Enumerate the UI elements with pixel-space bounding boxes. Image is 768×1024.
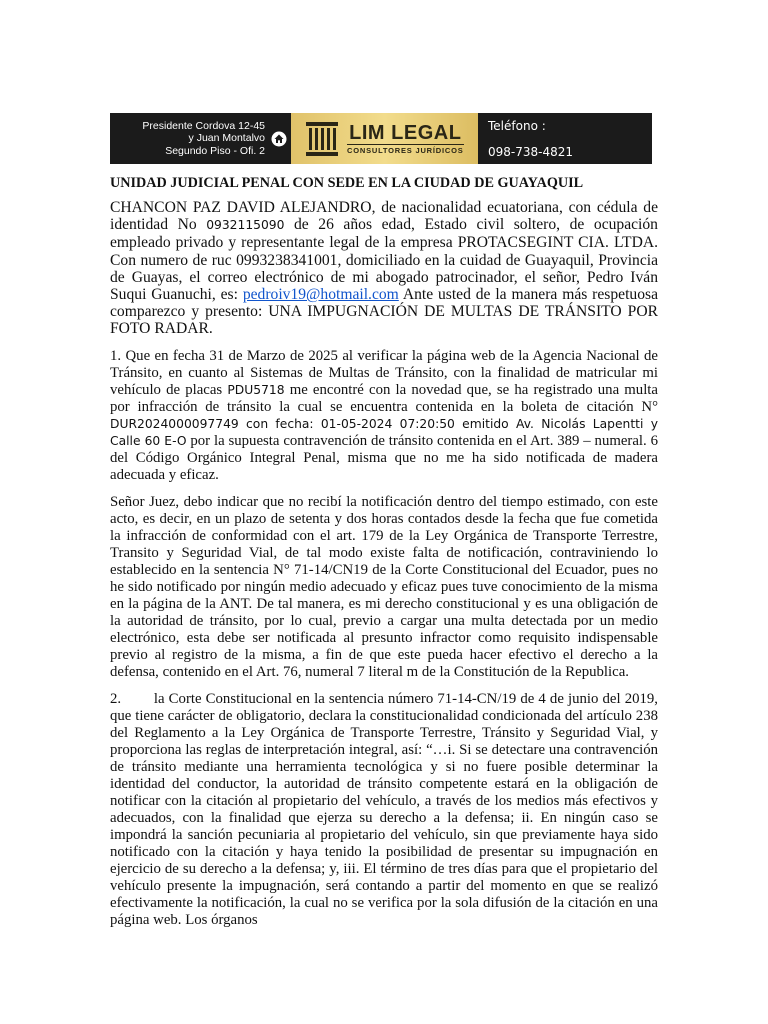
- address-line-2: y Juan Montalvo: [188, 132, 265, 145]
- brand: [347, 122, 464, 155]
- document-body: [110, 175, 662, 939]
- phone-label: Teléfono :: [488, 119, 546, 133]
- address-line-3: Segundo Piso - Ofi. 2: [165, 144, 265, 157]
- letterhead-brand-block: [291, 113, 478, 164]
- brand-name: LIM LEGAL: [349, 122, 462, 144]
- document-title: UNIDAD JUDICIAL PENAL CON SEDE EN LA CIUDAD DE GUAYAQUIL: [110, 175, 584, 191]
- columns-logo-icon: [305, 121, 339, 157]
- letterhead-phone-block: [478, 113, 652, 164]
- paragraph-2: 2. la Corte Constitucional en la sentencia número 71-14-CN/19 de 4 de junio del 2019, que tiene carácter de obligatorio, declara la constitucionalidad condicionada del artículo 238 del Reglamento a la Ley Orgánica de Transporte Terrestre, Tránsito y Seguridad Vial, y proporciona las reglas de interpretación integral, así: “…i. Si se detectare una contravención de tránsito mediante una herramienta tecnológica y si no fuere posible determinar la identidad del conductor, la autoridad de tránsito competente estará en la obligación de notificar con la citación al propietario del vehículo, a través de los medios más efectivos y adecuados, con la finalidad que ejerza su derecho a la defensa; ii. En ningún caso se impondrá la sanción pecuniaria al propietario del vehículo, sin que previamente haya sido notificado con la citación y haya tenido la posibilidad de presentar su impugnación en ejercicio de su derecho a la defensa; y, iii. El término de tres días para que el propietario del vehículo presente la impugnación, será contando a partir del momento en que se realizó efectivamente la notificación, la cual no se verifica por la sola difusión de la citación en una página web. Los órganos: [110, 690, 662, 928]
- phone-number: 098-738-4821: [488, 145, 574, 159]
- address-line-1: Presidente Cordova 12-45: [142, 119, 265, 132]
- email-link[interactable]: pedroiv19@hotmail.com: [242, 286, 399, 304]
- office-address: [142, 120, 265, 158]
- cedula-number: 0932115090: [206, 218, 285, 233]
- home-icon: [271, 131, 287, 147]
- citation-details: con fecha: 01-05-2024 07:20:50 emitido Av. Nicolás Lapentti y Calle 60 E-O: [110, 416, 658, 448]
- letterhead-address-block: [110, 113, 291, 164]
- paragraph-intro: CHANCON PAZ DAVID ALEJANDRO, de nacionalidad ecuatoriana, con cédula de identidad No 0932115090 de 26 años edad, Estado civil soltero, de ocupación empleado privado y representante legal de la empresa PROTACSEGINT CIA. LTDA. Con numero de ruc 0993238341001, domiciliado en la cuidad de Guayaquil, Provincia de Guayas, el correo electrónico de mi abogado patrocinador, el señor, Pedro Iván Suqui Guanuchi, es: pedroiv19@hotmail.com Ante usted de la manera más respetuosa comparezco y presento: UNA IMPUGNACIÓN DE MULTAS DE TRÁNSITO POR FOTO RADAR.: [110, 199, 658, 338]
- brand-tagline: CONSULTORES JURÍDICOS: [347, 146, 464, 155]
- vehicle-plate: PDU5718: [227, 382, 285, 397]
- paragraph-judge: Señor Juez, debo indicar que no recibí la notificación dentro del tiempo estimado, con este acto, es decir, en un plazo de setenta y dos horas contados desde la fecha que fue cometida la infracción de conformidad con el art. 179 de la Ley Orgánica de Transporte Terrestre, Transito y Seguridad Vial, de tal modo existe falta de notificación, contraviniendo lo establecido en la sentencia N° 71-14/CN19 de la Corte Constitucional del Ecuador, pues no he sido notificado por ningún medio adecuado y eficaz pues tuve conocimiento de la misma en la página de la ANT. De tal manera, es mi derecho constitucional y es una obligación de la autoridad de tránsito, por lo cual, previo a cargar una multa detectada por un medio electrónico, esta debe ser notificada al presunto infractor como requisito indispensable previo al registro de la misma, a fin de que este pueda hacer efectivo el derecho a la defensa, contenido en el Art. 76, numeral 7 literal m de la Constitución de la Republica.: [110, 493, 658, 680]
- citation-number: DUR2024000097749: [110, 416, 239, 431]
- paragraph-1: 1. Que en fecha 31 de Marzo de 2025 al verificar la página web de la Agencia Nacional de Tránsito, en cuanto al Sistemas de Multas de Tránsito, con la finalidad de matricular mi vehículo de placas PDU5718 me encontré con la novedad que, se ha registrado una multa por infracción de tránsito la cual se encuentra contenida en la boleta de citación N° DUR2024000097749 con fecha: 01-05-2024 07:20:50 emitido Av. Nicolás Lapentti y Calle 60 E-O por la supuesta contravención de tránsito contenida en el Art. 389 – numeral. 6 del Código Orgánico Integral Penal, misma que no me ha sido notificada de madera adecuada y eficaz.: [110, 347, 658, 483]
- letterhead: [110, 113, 652, 164]
